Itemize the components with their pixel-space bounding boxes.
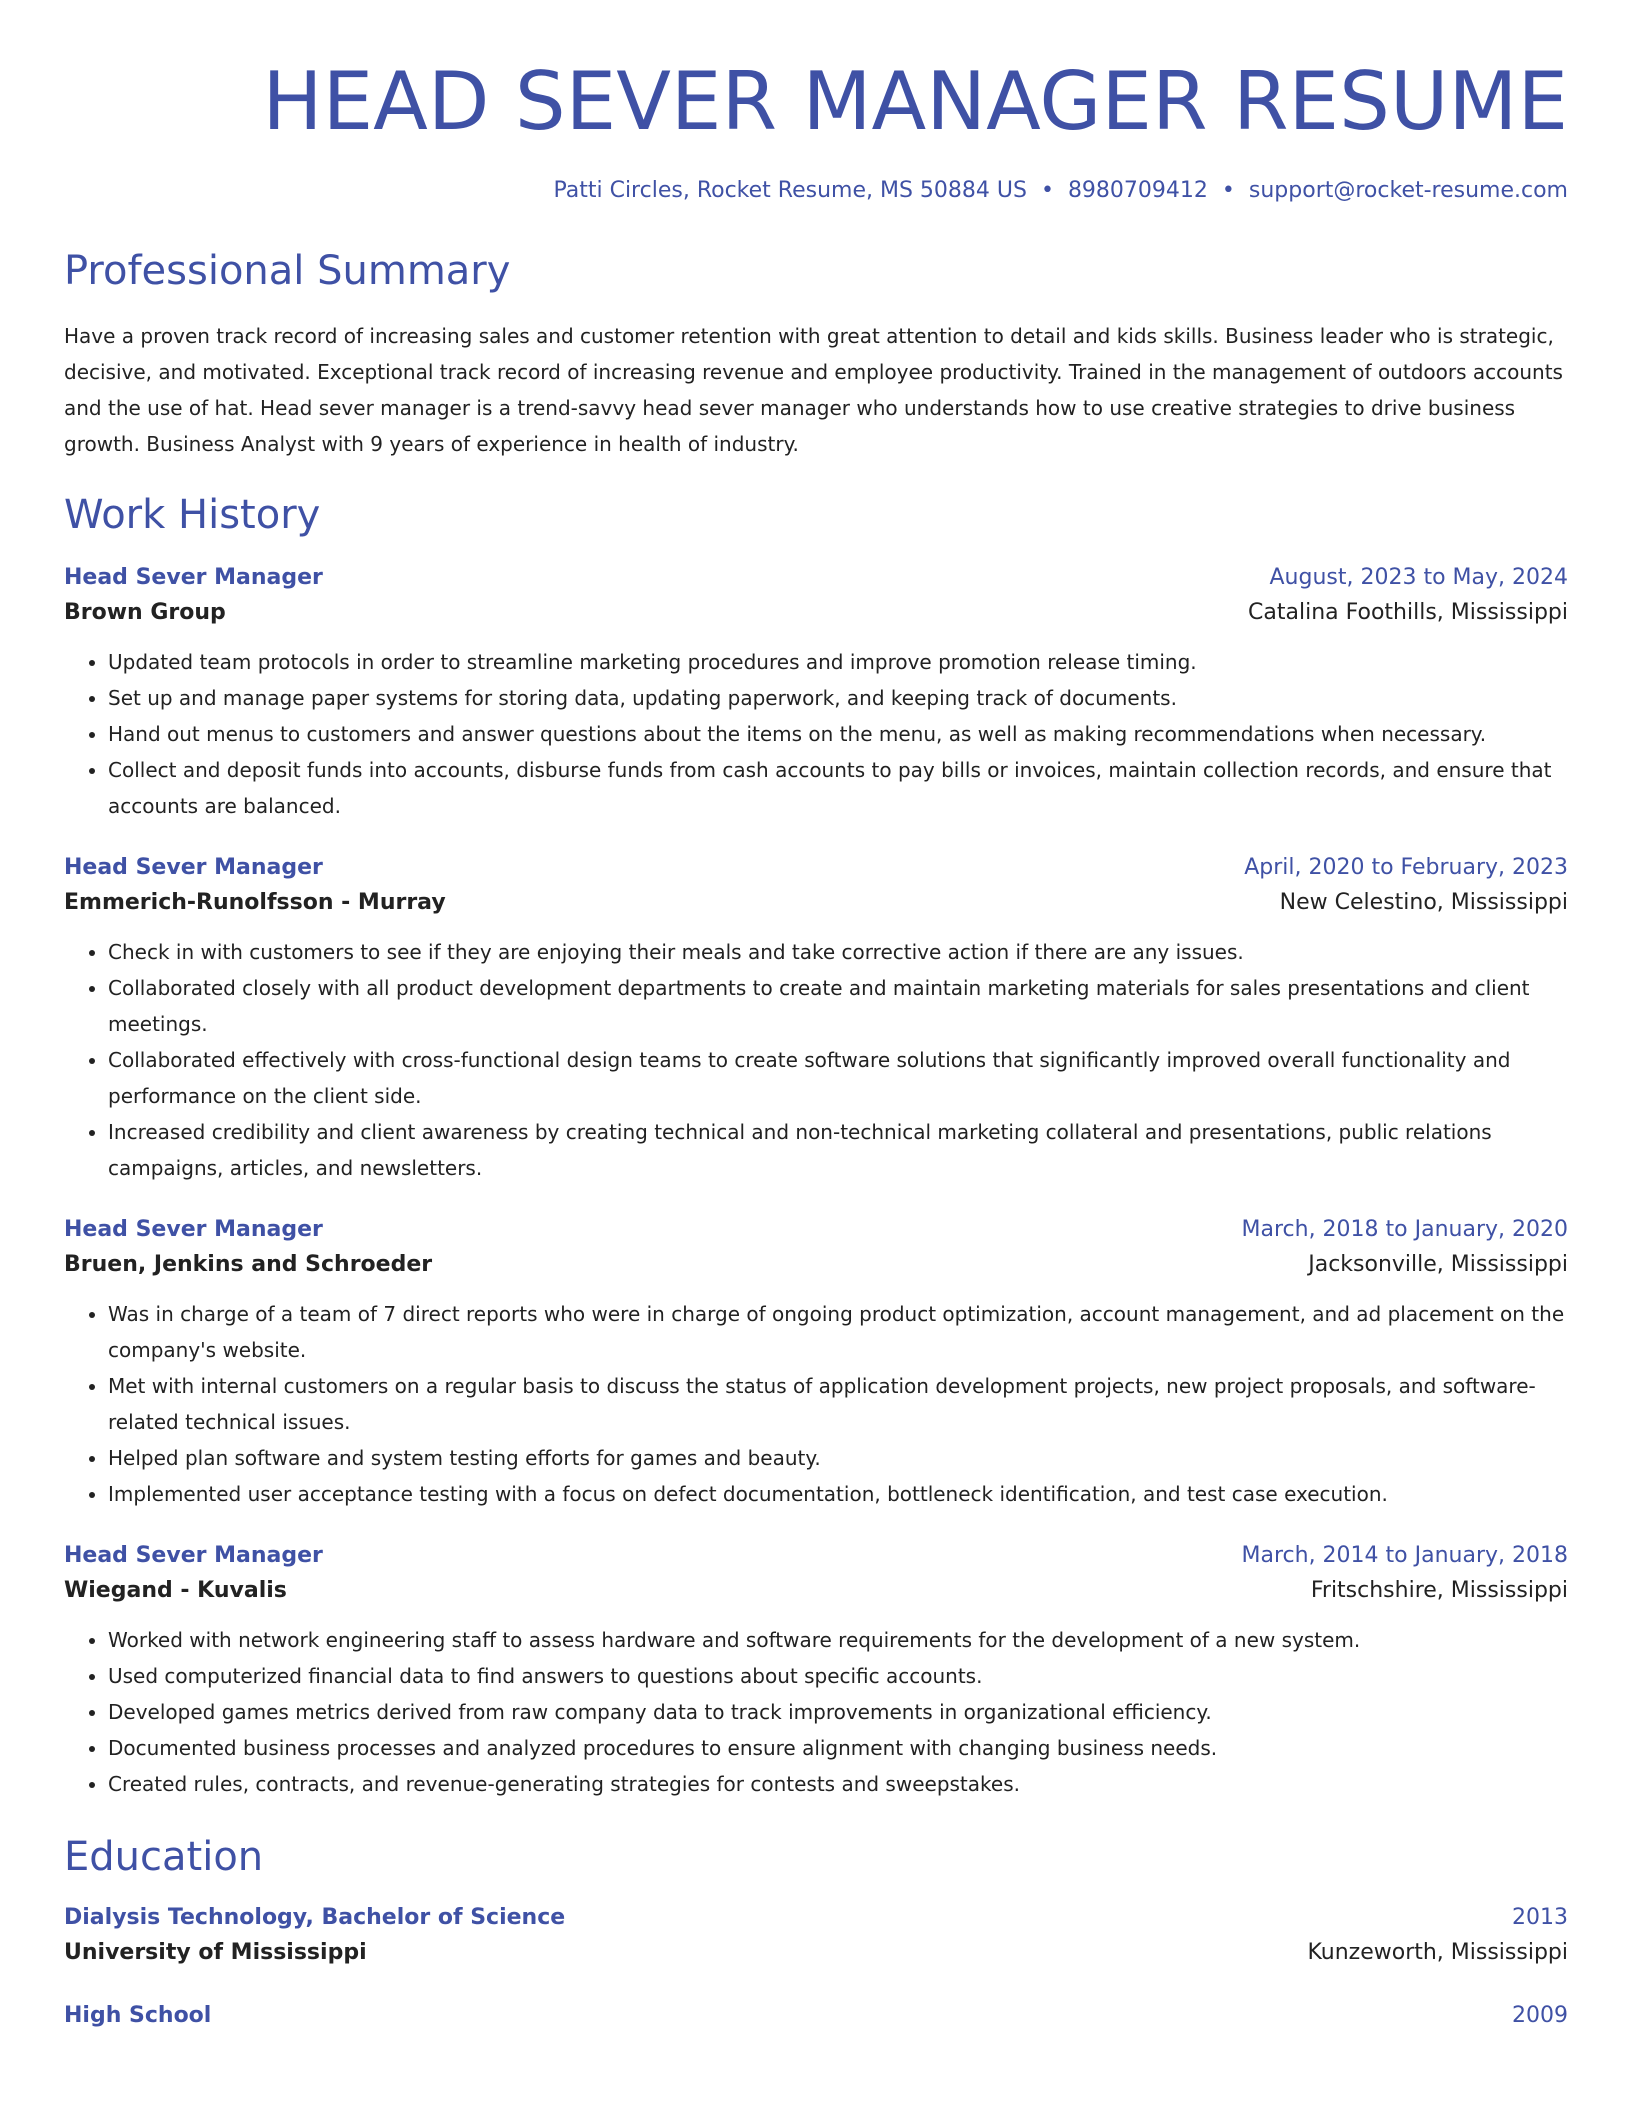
job-company-row [64, 594, 1568, 632]
job-dates: March, 2014 to January, 2018 [1241, 1543, 1568, 1568]
job-bullet: • Set up and manage paper systems for storing data, updating paperwork, and keeping track of documents. [108, 680, 1568, 716]
job-bullet: • Check in with customers to see if they are enjoying their meals and take corrective action if there are any issues. [108, 934, 1568, 970]
job-header-row [64, 1214, 1568, 1246]
job-company-row [64, 1572, 1568, 1610]
job-bullet: • Collect and deposit funds into accounts, disburse funds from cash accounts to pay bills or invoices, maintain collection records, and ensure that accounts are balanced. [108, 752, 1568, 824]
job-bullet: • Collaborated closely with all product development departments to create and maintain marketing materials for sales presentations and client meetings. [108, 970, 1568, 1042]
contact-separator: • [1221, 178, 1235, 203]
job-bullet: • Helped plan software and system testing efforts for games and beauty. [108, 1440, 1568, 1476]
job-dates: August, 2023 to May, 2024 [1269, 565, 1568, 590]
job-bullet: • Implemented user acceptance testing with a focus on defect documentation, bottleneck identification, and test case execution. [108, 1476, 1568, 1512]
education-degree: Dialysis Technology, Bachelor of Science [64, 1905, 566, 1930]
education-entry [64, 2000, 1568, 2032]
job-bullet: • Worked with network engineering staff to assess hardware and software requirements for the development of a new system. [108, 1622, 1568, 1658]
job-title: Head Sever Manager [64, 565, 323, 590]
education-header-row [64, 2000, 1568, 2032]
job-company: Emmerich-Runolfsson - Murray [64, 890, 446, 915]
job-location: Fritschshire, Mississippi [1310, 1578, 1568, 1603]
job-header-row [64, 1540, 1568, 1572]
job-company-row [64, 884, 1568, 922]
job-title: Head Sever Manager [64, 1217, 323, 1242]
job-title: Head Sever Manager [64, 1543, 323, 1568]
job-bullet: • Collaborated effectively with cross-functional design teams to create software solutions that significantly improved overall functionality and performance on the client side. [108, 1042, 1568, 1114]
job-company: Brown Group [64, 600, 226, 625]
job-bullet: • Was in charge of a team of 7 direct reports who were in charge of ongoing product optimization, account management, and ad placement on the company's website. [108, 1296, 1568, 1368]
contact-address: Patti Circles, Rocket Resume, MS 50884 US [553, 178, 1027, 203]
job-dates: April, 2020 to February, 2023 [1244, 855, 1568, 880]
job-entry [64, 1540, 1568, 1802]
job-location: New Celestino, Mississippi [1279, 890, 1568, 915]
resume-page [64, 0, 1568, 2032]
education-degree: High School [64, 2003, 212, 2028]
job-location: Catalina Foothills, Mississippi [1248, 600, 1568, 625]
education-school-row [64, 1934, 1568, 1972]
summary-heading: Professional Summary [64, 248, 511, 294]
education-school: University of Mississippi [64, 1940, 367, 1965]
job-bullet: • Met with internal customers on a regular basis to discuss the status of application development projects, new project proposals, and software-related technical issues. [108, 1368, 1568, 1440]
education-entry [64, 1902, 1568, 1972]
education-location: Kunzeworth, Mississippi [1307, 1940, 1568, 1965]
job-bullet: • Used computerized financial data to find answers to questions about specific accounts. [108, 1658, 1568, 1694]
job-bullets [64, 1296, 1568, 1512]
job-entry [64, 562, 1568, 824]
contact-email: support@rocket-resume.com [1248, 178, 1568, 203]
education-year: 2009 [1512, 2003, 1568, 2028]
job-header-row [64, 852, 1568, 884]
resume-title: HEAD SEVER MANAGER RESUME [262, 55, 1568, 148]
job-bullet: • Hand out menus to customers and answer questions about the items on the menu, as well as making recommendations when necessary. [108, 716, 1568, 752]
job-bullets [64, 644, 1568, 824]
summary-text: Have a proven track record of increasing sales and customer retention with great attention to detail and kids skills. Business leader who is strategic, decisive, and motivated. Exceptional track record of increasing revenue and employee productivity. Trained in the management of outdoors accounts and the use of hat. Head sever manager is a trend-savvy head sever manager who understands how to use creative strategies to drive business growth. Business Analyst with 9 years of experience in health of industry. [64, 324, 1563, 456]
job-title: Head Sever Manager [64, 855, 323, 880]
job-header-row [64, 562, 1568, 594]
job-bullet: • Developed games metrics derived from raw company data to track improvements in organizational efficiency. [108, 1694, 1568, 1730]
job-company: Wiegand - Kuvalis [64, 1578, 287, 1603]
job-location: Jacksonville, Mississippi [1308, 1252, 1568, 1277]
job-entry [64, 852, 1568, 1186]
contact-separator: • [1040, 178, 1054, 203]
job-bullets [64, 934, 1568, 1186]
job-dates: March, 2018 to January, 2020 [1241, 1217, 1568, 1242]
job-bullet: • Documented business processes and analyzed procedures to ensure alignment with changing business needs. [108, 1730, 1568, 1766]
job-bullet: • Updated team protocols in order to streamline marketing procedures and improve promotion release timing. [108, 644, 1568, 680]
contact-line [64, 176, 1568, 206]
job-bullets [64, 1622, 1568, 1802]
work-history-heading: Work History [64, 492, 321, 538]
job-company: Bruen, Jenkins and Schroeder [64, 1252, 433, 1277]
contact-phone: 8980709412 [1067, 178, 1208, 203]
job-bullet: • Created rules, contracts, and revenue-generating strategies for contests and sweepstakes. [108, 1766, 1568, 1802]
job-company-row [64, 1246, 1568, 1284]
work-history-list [64, 562, 1568, 1802]
education-header-row [64, 1902, 1568, 1934]
job-bullet: • Increased credibility and client awareness by creating technical and non-technical marketing collateral and presentations, public relations campaigns, articles, and newsletters. [108, 1114, 1568, 1186]
education-list [64, 1902, 1568, 2032]
job-entry [64, 1214, 1568, 1512]
education-heading: Education [64, 1834, 264, 1880]
education-year: 2013 [1512, 1905, 1568, 1930]
